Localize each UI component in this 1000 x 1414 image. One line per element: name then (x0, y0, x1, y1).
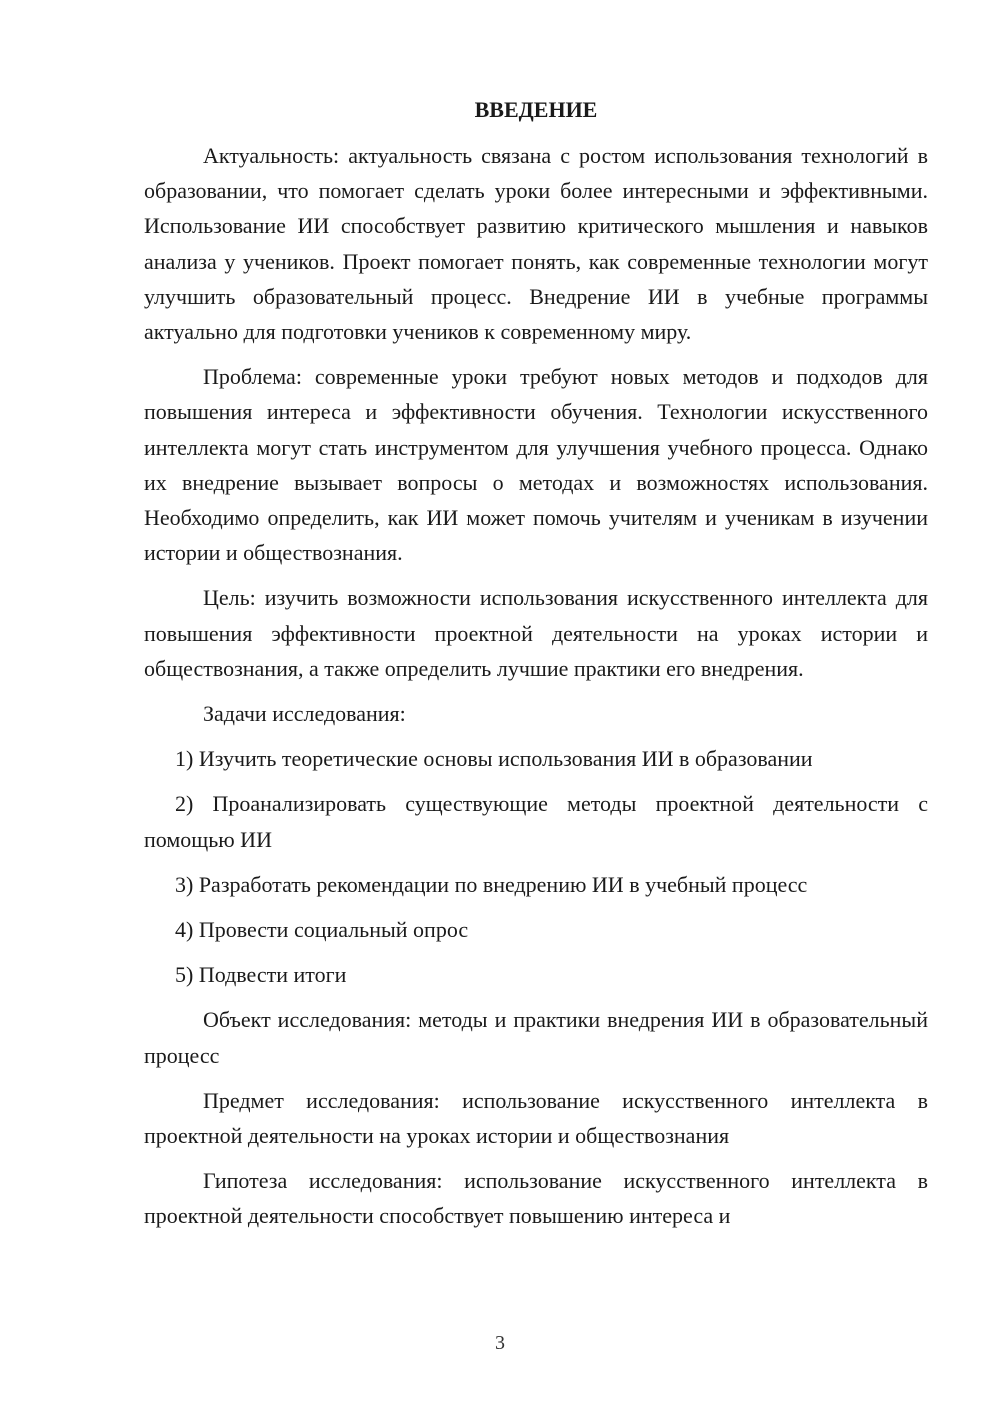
task-item: 5) Подвести итоги (175, 962, 347, 988)
relevance-paragraph: Актуальность: актуальность связана с ростом использования технологий в образовании, что помогает сделать уроки более интересными и эффективными. Использование ИИ способствует развитию критического мышления и навыков анализа у учеников. Проект помогает понять, как современные технологии могут улучшить образовательный процесс. Внедрение ИИ в учебные программы актуально для подготовки учеников к современному миру. (144, 143, 928, 345)
task-item: 2) Проанализировать существующие методы проектной деятельности с помощью ИИ (144, 791, 928, 852)
task-item: 1) Изучить теоретические основы использования ИИ в образовании (175, 746, 813, 772)
subject-paragraph: Предмет исследования: использование искусственного интеллекта в проектной деятельности на уроках истории и обществознания (144, 1087, 928, 1149)
tasks-list (144, 741, 928, 992)
tasks-label: Задачи исследования: (203, 701, 406, 727)
task-item: 3) Разработать рекомендации по внедрению ИИ в учебный процесс (175, 871, 808, 897)
page-number: 3 (495, 1332, 505, 1354)
section-heading: ВВЕДЕНИЕ (474, 97, 598, 122)
hypothesis-paragraph: Гипотеза исследования: использование искусственного интеллекта в проектной деятельности способствует повышению интереса и (144, 1168, 928, 1229)
task-item: 4) Провести социальный опрос (175, 917, 469, 943)
object-paragraph: Объект исследования: методы и практики внедрения ИИ в образовательный процесс (144, 1007, 928, 1068)
document-page (144, 92, 928, 1244)
problem-paragraph: Проблема: современные уроки требуют новых методов и подходов для повышения интереса и эффективности обучения. Технологии искусственного интеллекта могут стать инструментом для улучшения учебного процесса. Однако их внедрение вызывает вопросы о методах и возможностях использования. Необходимо определить, как ИИ может помочь учителям и ученикам в изучении истории и обществознания. (144, 364, 928, 566)
goal-paragraph: Цель: изучить возможности использования искусственного интеллекта для повышения эффективности проектной деятельности на уроках истории и обществознания, а также определить лучшие практики его внедрения. (144, 585, 928, 681)
